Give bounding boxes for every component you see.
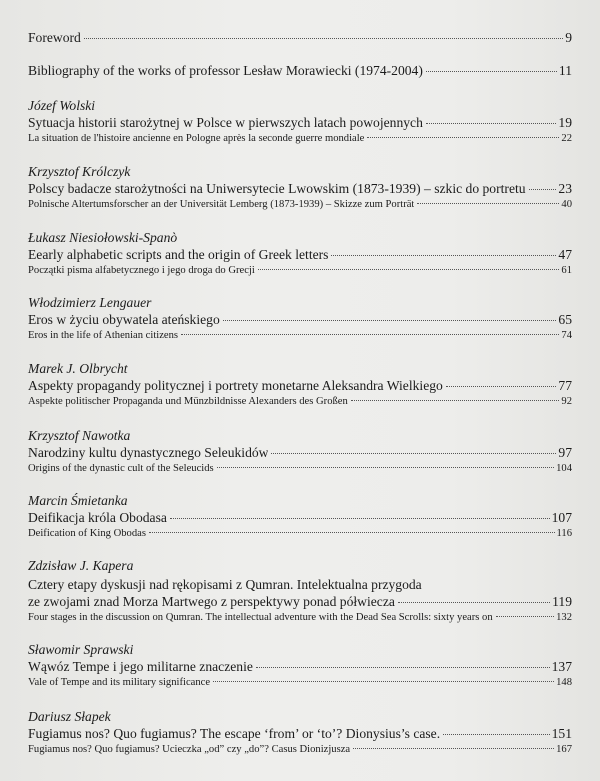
page-number: 119 (552, 594, 572, 609)
toc-entry-foreword[interactable] (28, 30, 572, 48)
page-number: 19 (558, 115, 572, 130)
page-number: 132 (556, 612, 572, 623)
dot-leader (529, 188, 557, 190)
author-name: Zdzisław J. Kapera (28, 558, 134, 573)
page-number: 97 (558, 445, 572, 460)
article-title-line: Cztery etapy dyskusji nad rękopisami z Qumran. Intelektualna przygoda (28, 577, 422, 592)
author-name: Krzysztof Nawotka (28, 428, 131, 443)
article-title: Polscy badacze starożytności na Uniwersytecie Lwowskim (1873-1939) – szkic do portretu (28, 181, 526, 196)
dot-leader (426, 122, 557, 124)
author-name: Józef Wolski (28, 98, 96, 113)
page-number: 23 (558, 181, 572, 196)
author-name: Dariusz Słapek (28, 709, 111, 724)
dot-leader (256, 666, 550, 668)
author-name: Łukasz Niesiołowski-Spanò (28, 230, 178, 245)
page-number: 107 (551, 510, 572, 525)
page-number: 167 (556, 744, 572, 755)
dot-leader (496, 615, 554, 617)
page-number: 47 (558, 247, 572, 262)
toc-entry-bibliography[interactable] (28, 63, 572, 81)
entry-title: Bibliography of the works of professor Lesław Morawiecki (1974-2004) (28, 63, 423, 78)
article-translation: Vale of Tempe and its military significance (28, 677, 211, 688)
author-name: Sławomir Sprawski (28, 642, 134, 657)
article-title: ze zwojami znad Morza Martwego z perspektywy ponad półwiecza (28, 594, 395, 609)
article-title: Eros w życiu obywatela ateńskiego (28, 312, 220, 327)
toc-entry-article[interactable] (28, 426, 572, 481)
dot-leader (353, 747, 554, 749)
page-number: 77 (558, 378, 572, 393)
page-number: 92 (561, 396, 572, 407)
page-number: 11 (558, 63, 572, 78)
article-title: Aspekty propagandy politycznej i portrety monetarne Aleksandra Wielkiego (28, 378, 443, 393)
article-title: Eearly alphabetic scripts and the origin of Greek letters (28, 247, 329, 262)
page-number: 148 (556, 677, 572, 688)
author-name: Włodzimierz Lengauer (28, 295, 152, 310)
page-number: 40 (561, 199, 572, 210)
article-translation: Aspekte politischer Propaganda und Münzbildnisse Alexanders des Großen (28, 396, 348, 407)
dot-leader (170, 517, 550, 519)
toc-entry-article[interactable] (28, 293, 572, 348)
dot-leader (181, 333, 559, 335)
dot-leader (217, 466, 554, 468)
article-title: Wąwóz Tempe i jego militarne znaczenie (28, 659, 253, 674)
page-number: 151 (551, 726, 572, 741)
article-translation: Początki pisma alfabetycznego i jego droga do Grecji (28, 265, 255, 276)
article-translation: Fugiamus nos? Quo fugiamus? Ucieczka „od” czy „do”? Casus Dionizjusza (28, 744, 351, 755)
article-title: Sytuacja historii starożytnej w Polsce w pierwszych latach powojennych (28, 115, 423, 130)
toc-entry-article[interactable] (28, 556, 572, 630)
toc-entry-article[interactable] (28, 359, 572, 414)
toc-entry-article[interactable] (28, 491, 572, 546)
dot-leader (258, 268, 560, 270)
dot-leader (446, 385, 557, 387)
page-number: 9 (565, 30, 572, 45)
dot-leader (213, 680, 554, 682)
article-title: Fugiamus nos? Quo fugiamus? The escape ‘from’ or ‘to’? Dionysius’s case. (28, 726, 441, 741)
dot-leader (367, 136, 559, 138)
author-name: Krzysztof Królczyk (28, 164, 131, 179)
dot-leader (84, 37, 563, 39)
entry-title: Foreword (28, 30, 81, 45)
article-title: Deifikacja króla Obodasa (28, 510, 167, 525)
article-translation: Deification of King Obodas (28, 528, 146, 539)
dot-leader (223, 319, 557, 321)
dot-leader (398, 601, 550, 603)
dot-leader (271, 452, 556, 454)
dot-leader (426, 70, 557, 72)
article-translation: Origins of the dynastic cult of the Seleucids (28, 463, 214, 474)
article-title: Narodziny kultu dynastycznego Seleukidów (28, 445, 269, 460)
dot-leader (331, 254, 556, 256)
article-translation: Eros in the life of Athenian citizens (28, 330, 179, 341)
author-name: Marek J. Olbrycht (28, 361, 128, 376)
toc-entry-article[interactable] (28, 162, 572, 217)
page-number: 137 (551, 659, 572, 674)
toc-entry-article[interactable] (28, 640, 572, 695)
toc-entry-article[interactable] (28, 96, 572, 151)
article-translation: La situation de l'histoire ancienne en Pologne après la seconde guerre mondiale (28, 133, 365, 144)
toc-entry-article[interactable] (28, 228, 572, 283)
dot-leader (351, 399, 560, 401)
article-translation: Four stages in the discussion on Qumran. The intellectual adventure with the Dead Sea Scrolls: sixty years on (28, 612, 493, 623)
article-translation: Polnische Altertumsforscher an der Universität Lemberg (1873-1939) – Skizze zum Porträt (28, 199, 415, 210)
author-name: Marcin Śmietanka (28, 493, 128, 508)
page-number: 61 (561, 265, 572, 276)
page-number: 65 (558, 312, 572, 327)
page-number: 116 (556, 528, 572, 539)
dot-leader (443, 733, 549, 735)
page-number: 74 (561, 330, 572, 341)
toc-entry-article[interactable] (28, 707, 572, 762)
dot-leader (149, 531, 555, 533)
page-number: 104 (556, 463, 572, 474)
page-number: 22 (561, 133, 572, 144)
dot-leader (417, 202, 559, 204)
